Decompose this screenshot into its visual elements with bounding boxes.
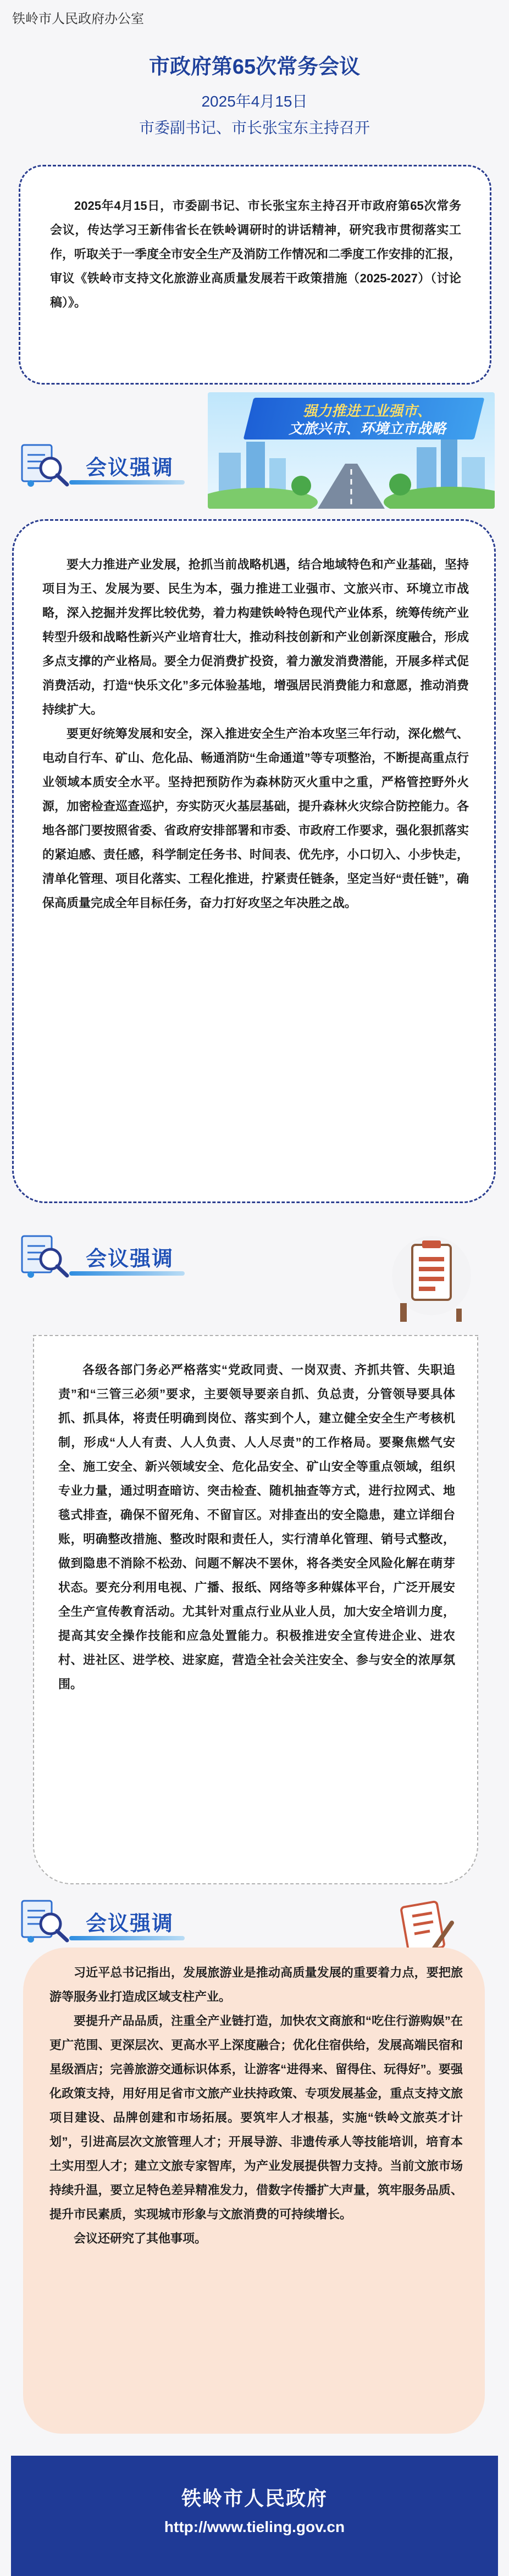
footer-url-link[interactable]: http://www.tieling.gov.cn <box>164 2518 345 2535</box>
article-header <box>0 53 509 138</box>
top-bar <box>0 0 509 33</box>
section-3-label: 会议强调 <box>86 1912 174 1935</box>
section-2-label: 会议强调 <box>86 1248 174 1271</box>
footer <box>11 2456 498 2576</box>
magnifier-document-icon <box>14 1890 75 1945</box>
intro-box <box>19 165 491 385</box>
intro-paragraph: 2025年4月15日，市委副书记、市长张宝东主持召开市政府第65次常务会议，传达学习王新伟省长在铁岭调研时的讲话精神，研究我市贯彻落实工作，听取关于一季度全市安全生产及消防工作情况和二季度工作安排的汇报，审议《铁岭市支持文化旅游业高质量发展若干政策措施（2025-2027）（讨论稿）》。 <box>50 199 462 309</box>
section-1-underline <box>69 480 185 485</box>
section-1-label: 会议强调 <box>86 457 174 480</box>
section-1-paragraph-2: 要更好统筹发展和安全，深入推进安全生产治本攻坚三年行动，深化燃气、电动自行车、矿山、危化品、畅通消防“生命通道”等专项整治，不断提高重点行业领域本质安全水平。坚持把预防作为森林防灭火重中之重，严格管控野外火源，加密检查巡查巡护，夯实防灭火基层基础，提升森林火灾综合防控能力。各地各部门要按照省委、省政府安排部署和市委、市政府工作要求，强化狠抓落实的紧迫感、责任感，科学制定任务书、时间表、优先序，小口切入、小步快走，清单化管理、项目化落实、工程化推进，拧紧责任链条，坚定当好“责任链”，确保高质量完成全年目标任务，奋力打好攻坚之年决胜之战。 <box>42 727 469 910</box>
checklist-clipboard-icon <box>390 1226 473 1325</box>
section-1-header <box>14 434 196 494</box>
page-title: 市政府第65次常务会议 <box>148 55 361 79</box>
section-3-paragraph-1: 习近平总书记指出，发展旅游业是推动高质量发展的重要着力点，要把旅游等服务业打造成区域支柱产业。 <box>49 1966 463 2004</box>
magnifier-document-icon <box>14 434 75 489</box>
city-banner <box>208 392 495 509</box>
section-2-underline <box>69 1271 185 1276</box>
section-3-underline <box>69 1936 185 1940</box>
banner-slogan-line1: 强力推进工业强市、 <box>302 403 431 419</box>
section-2-paragraph-1: 各级各部门务必严格落实“党政同责、一岗双责、齐抓共管、失职追责”和“三管三必须”要求，主要领导要亲自抓、负总责，分管领导要具体抓、抓具体，将责任明确到岗位、落实到个人，建立健全安全生产考核机制，形成“人人有责、人人负责、人人尽责”的工作格局。要聚焦燃气安全、施工安全、新兴领域安全、危化品安全、矿山安全等重点领域，组织专业力量，通过明查暗访、突击检查、随机抽查等方式，进行拉网式、地毯式排查，确保不留死角、不留盲区。对排查出的安全隐患，建立详细台账，明确整改措施、整改时限和责任人，实行清单化管理、销号式整改，做到隐患不消除不松劲、问题不解决不罢休，将各类安全风险化解在萌芽状态。要充分利用电视、广播、报纸、网络等多种媒体平台，广泛开展安全生产宣传教育活动。尤其针对重点行业从业人员，加大安全培训力度，提高其安全操作技能和应急处置能力。积极推进安全宣传进企业、进农村、进社区、进学校、进家庭，营造全社会关注安全、参与安全的浓厚氛围。 <box>58 1363 455 1691</box>
section-3-paragraph-2: 要提升产品品质，注重全产业链打造，加快农文商旅和“吃住行游购娱”在更广范围、更深层次、更高水平上深度融合；优化住宿供给，发展高端民宿和星级酒店；完善旅游交通标识体系，让游客“进得来、留得住、玩得好”。要强化政策支持，用好用足省市文旅产业扶持政策、专项发展基金，重点支持文旅项目建设、品牌创建和市场拓展。要筑牢人才根基，实施“铁岭文旅英才计划”，引进高层次文旅管理人才；开展导游、非遗传承人等技能培训，培育本土实用型人才；建立文旅专家智库，为产业发展提供智力支持。当前文旅市场持续升温，要立足特色差异精准发力，借数字传播扩大声量，筑牢服务品质、提升市民素质，实现城市形象与文旅消费的可持续增长。 <box>49 2014 463 2221</box>
section-1-body <box>12 519 496 1203</box>
meeting-host: 市委副书记、市长张宝东主持召开 <box>139 119 370 136</box>
section-3-header <box>14 1890 196 1950</box>
section-1-paragraph-1: 要大力推进产业发展，抢抓当前战略机遇，结合地域特色和产业基础，坚持项目为王、发展为要、民生为本，强力推进工业强市、文旅兴市、环境立市战略，深入挖掘并发挥比较优势，着力构建铁岭特色现代产业体系，统筹传统产业转型升级和战略性新兴产业培育壮大，推动科技创新和产业创新深度融合，形成多点支撑的产业格局。要全力促消费扩投资，着力激发消费潜能，开展多样式促消费活动，打造“快乐文化”多元体验基地，增强居民消费能力和意愿，推动消费持续扩大。 <box>42 558 469 716</box>
footer-org-name: 铁岭市人民政府 <box>181 2487 328 2510</box>
magnifier-document-icon <box>14 1225 75 1280</box>
section-2-body <box>33 1335 478 1884</box>
section-2-header <box>14 1225 196 1286</box>
section-3-paragraph-3: 会议还研究了其他事项。 <box>74 2232 207 2245</box>
publisher-name: 铁岭市人民政府办公室 <box>12 12 144 26</box>
meeting-date: 2025年4月15日 <box>201 93 308 110</box>
section-3-body <box>23 1948 485 2434</box>
banner-slogan-line2: 文旅兴市、环境立市战略 <box>288 420 446 437</box>
